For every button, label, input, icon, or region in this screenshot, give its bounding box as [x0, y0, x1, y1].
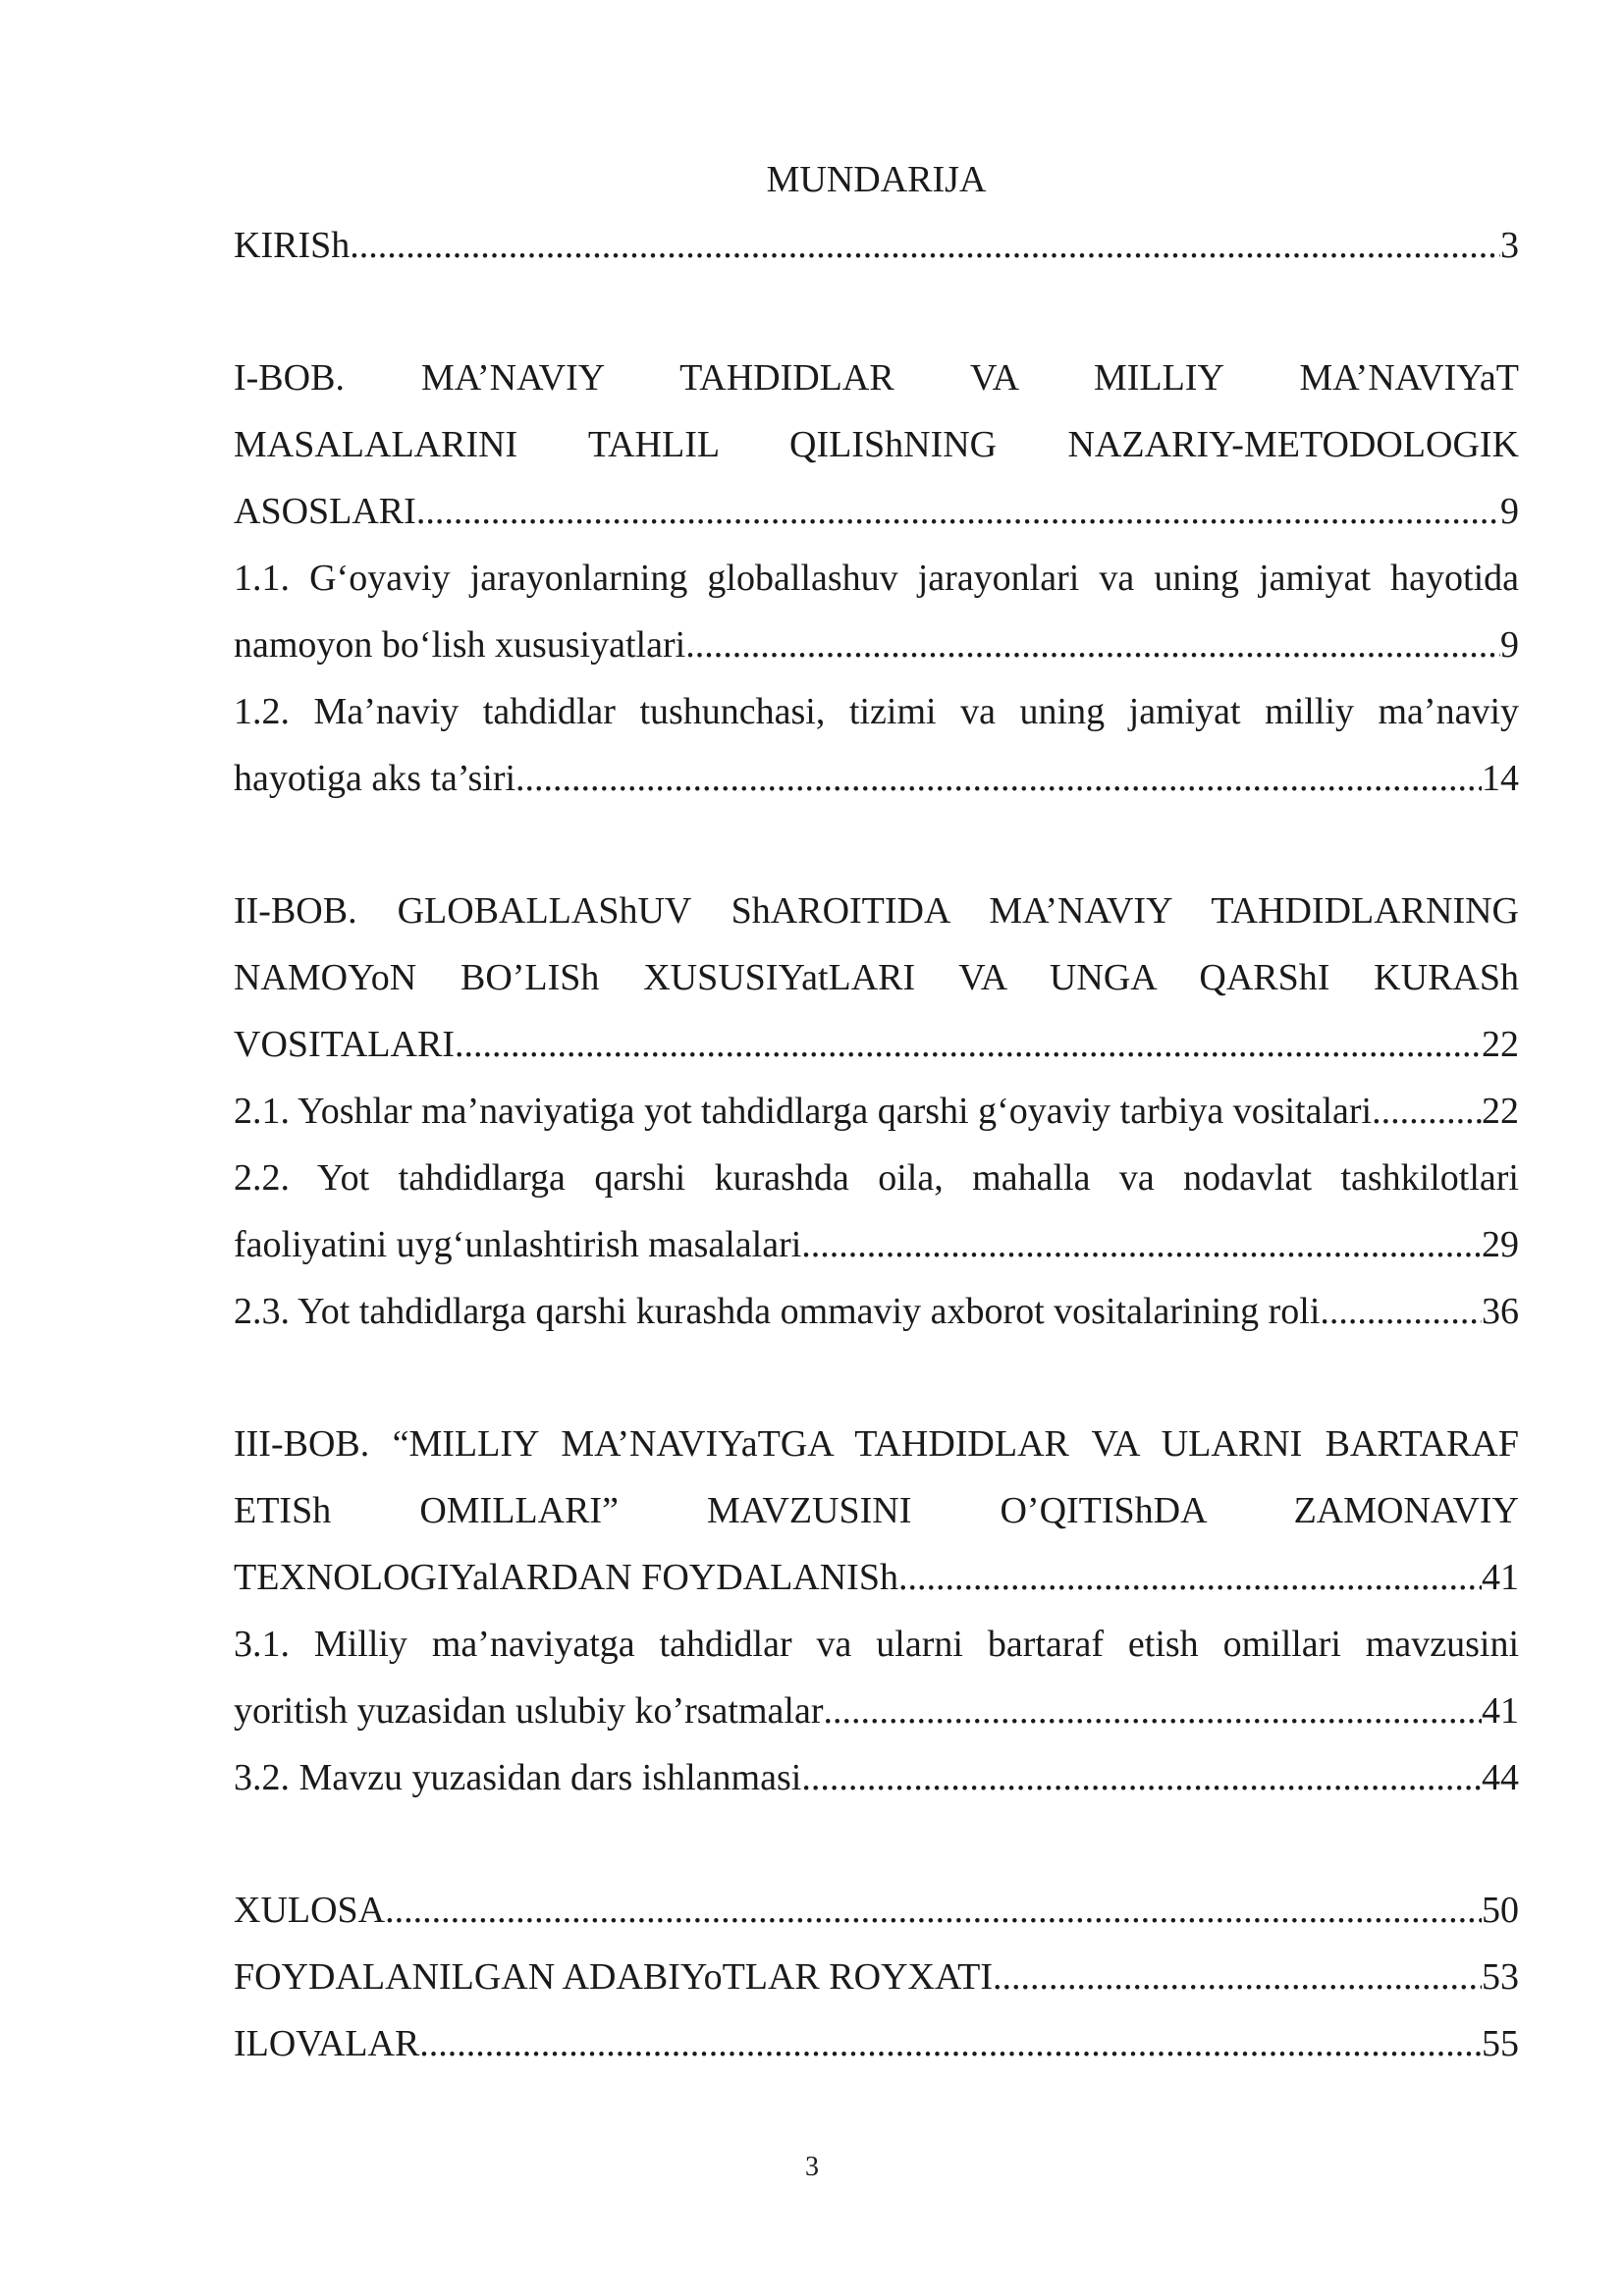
toc-entry-title: FOYDALANILGAN ADABIYoTLAR ROYXATI: [234, 1956, 994, 1998]
toc-entry: [234, 1411, 1519, 1611]
toc-entry-last-line: [234, 1078, 1519, 1145]
toc-leader-dots: [416, 478, 1500, 545]
toc-page-number: 9: [1500, 491, 1519, 532]
toc-leader-dots: [455, 1011, 1482, 1078]
toc-page-number: 50: [1482, 1890, 1519, 1931]
toc-page-number: 55: [1482, 2023, 1519, 2064]
toc-leader-dots: [1320, 1278, 1482, 1345]
toc-entry-last-line: [234, 212, 1519, 279]
toc-entry-title: 2.1. Yoshlar ma’naviyatiga yot tahdidlarga qarshi g‘oyaviy tarbiya vositalari: [234, 1091, 1373, 1132]
toc-entry-last-line: [234, 1744, 1519, 1811]
toc-leader-dots: [385, 1877, 1482, 1944]
toc-list: [234, 212, 1519, 2077]
toc-entry-title: ASOSLARI: [234, 491, 416, 532]
toc-entry: [234, 545, 1519, 678]
toc-entry: [234, 212, 1519, 279]
toc-entry-line: 1.1. G‘oyaviy jarayonlarning globallashuv jarayonlari va uning jamiyat hayotida: [234, 558, 1519, 599]
toc-entry-last-line: [234, 1678, 1519, 1744]
toc-entry-last-line: [234, 1877, 1519, 1944]
toc-entry-title: yoritish yuzasidan uslubiy ko’rsatmalar: [234, 1690, 824, 1732]
toc-entry-last-line: [234, 2010, 1519, 2077]
section-spacer: [234, 1345, 1519, 1411]
toc-page-number: 22: [1482, 1024, 1519, 1065]
page-title: MUNDARIJA: [766, 159, 987, 200]
toc-page-number: 22: [1482, 1091, 1519, 1132]
table-of-contents: [234, 147, 1519, 2077]
toc-entry-title: ILOVALAR: [234, 2023, 420, 2064]
toc-leader-dots: [350, 212, 1500, 279]
toc-entry-line: NAMOYoN BO’LISh XUSUSIYatLARI VA UNGA QARShI KURASh: [234, 957, 1519, 998]
toc-entry-last-line: [234, 612, 1519, 678]
toc-entry-last-line: [234, 1544, 1519, 1611]
toc-entry: [234, 1278, 1519, 1345]
toc-entry: [234, 345, 1519, 545]
toc-entry-title: hayotiga aks ta’siri.: [234, 758, 525, 799]
toc-entry: [234, 1944, 1519, 2010]
toc-entry-line: 2.2. Yot tahdidlarga qarshi kurashda oila, mahalla va nodavlat tashkilotlari: [234, 1157, 1519, 1199]
toc-page-number: 14: [1482, 758, 1519, 799]
toc-entry-title: XULOSA: [234, 1890, 386, 1931]
toc-entry-title: namoyon bo‘lish xususiyatlari: [234, 624, 686, 666]
section-spacer: [234, 812, 1519, 878]
page-number: 3: [805, 2152, 819, 2182]
toc-leader-dots: [993, 1944, 1482, 2010]
toc-entry-last-line: [234, 745, 1519, 812]
toc-entry: [234, 1744, 1519, 1811]
toc-page-number: 29: [1482, 1224, 1519, 1265]
toc-entry-title: 3.2. Mavzu yuzasidan dars ishlanmasi: [234, 1757, 802, 1798]
toc-leader-dots: [801, 1744, 1482, 1811]
toc-leader-dots: [685, 612, 1500, 678]
toc-leader-dots: [898, 1544, 1482, 1611]
toc-entry-line: 3.1. Milliy ma’naviyatga tahdidlar va ularni bartaraf etish omillari mavzusini: [234, 1624, 1519, 1665]
toc-entry-last-line: [234, 1011, 1519, 1078]
toc-entry: [234, 1078, 1519, 1145]
toc-leader-dots: [1372, 1078, 1482, 1145]
section-spacer: [234, 279, 1519, 345]
toc-entry: [234, 1877, 1519, 1944]
toc-leader-dots: [419, 2010, 1482, 2077]
toc-entry: [234, 878, 1519, 1078]
toc-entry: [234, 1611, 1519, 1744]
toc-entry-line: II-BOB. GLOBALLAShUV ShAROITIDA MA’NAVIY TAHDIDLARNING: [234, 890, 1519, 932]
toc-entry-title: TEXNOLOGIYalARDAN FOYDALANISh: [234, 1557, 898, 1598]
toc-entry-last-line: [234, 1944, 1519, 2010]
toc-entry-last-line: [234, 478, 1519, 545]
toc-entry: [234, 678, 1519, 812]
toc-entry: [234, 1145, 1519, 1278]
toc-entry-title: KIRISh: [234, 225, 351, 266]
toc-entry-line: I-BOB. MA’NAVIY TAHDIDLAR VA MILLIY MA’NAVIYaT: [234, 357, 1519, 399]
toc-page-number: 36: [1482, 1291, 1519, 1332]
section-spacer: [234, 1811, 1519, 1877]
toc-page-number: 44: [1482, 1757, 1519, 1798]
toc-leader-dots: [801, 1211, 1482, 1278]
toc-entry-title: 2.3. Yot tahdidlarga qarshi kurashda ommaviy axborot vositalarining roli: [234, 1291, 1321, 1332]
toc-leader-dots: [525, 745, 1482, 812]
toc-entry-title: faoliyatini uyg‘unlashtirish masalalari: [234, 1224, 802, 1265]
toc-entry-line: ETISh OMILLARI” MAVZUSINI O’QITIShDA ZAMONAVIY: [234, 1490, 1519, 1531]
toc-leader-dots: [824, 1678, 1483, 1744]
toc-page-number: 9: [1500, 624, 1519, 666]
toc-entry-title: VOSITALARI: [234, 1024, 455, 1065]
toc-entry: [234, 2010, 1519, 2077]
toc-entry-line: 1.2. Ma’naviy tahdidlar tushunchasi, tizimi va uning jamiyat milliy ma’naviy: [234, 691, 1519, 732]
toc-page-number: 53: [1482, 1956, 1519, 1998]
toc-page-number: 41: [1482, 1557, 1519, 1598]
toc-entry-line: III-BOB. “MILLIY MA’NAVIYaTGA TAHDIDLAR VA ULARNI BARTARAF: [234, 1423, 1519, 1465]
toc-page-number: 3: [1500, 225, 1519, 266]
toc-page-number: 41: [1482, 1690, 1519, 1732]
toc-entry-line: MASALALARINI TAHLIL QILIShNING NAZARIY-METODOLOGIK: [234, 424, 1519, 465]
toc-entry-last-line: [234, 1278, 1519, 1345]
toc-entry-last-line: [234, 1211, 1519, 1278]
